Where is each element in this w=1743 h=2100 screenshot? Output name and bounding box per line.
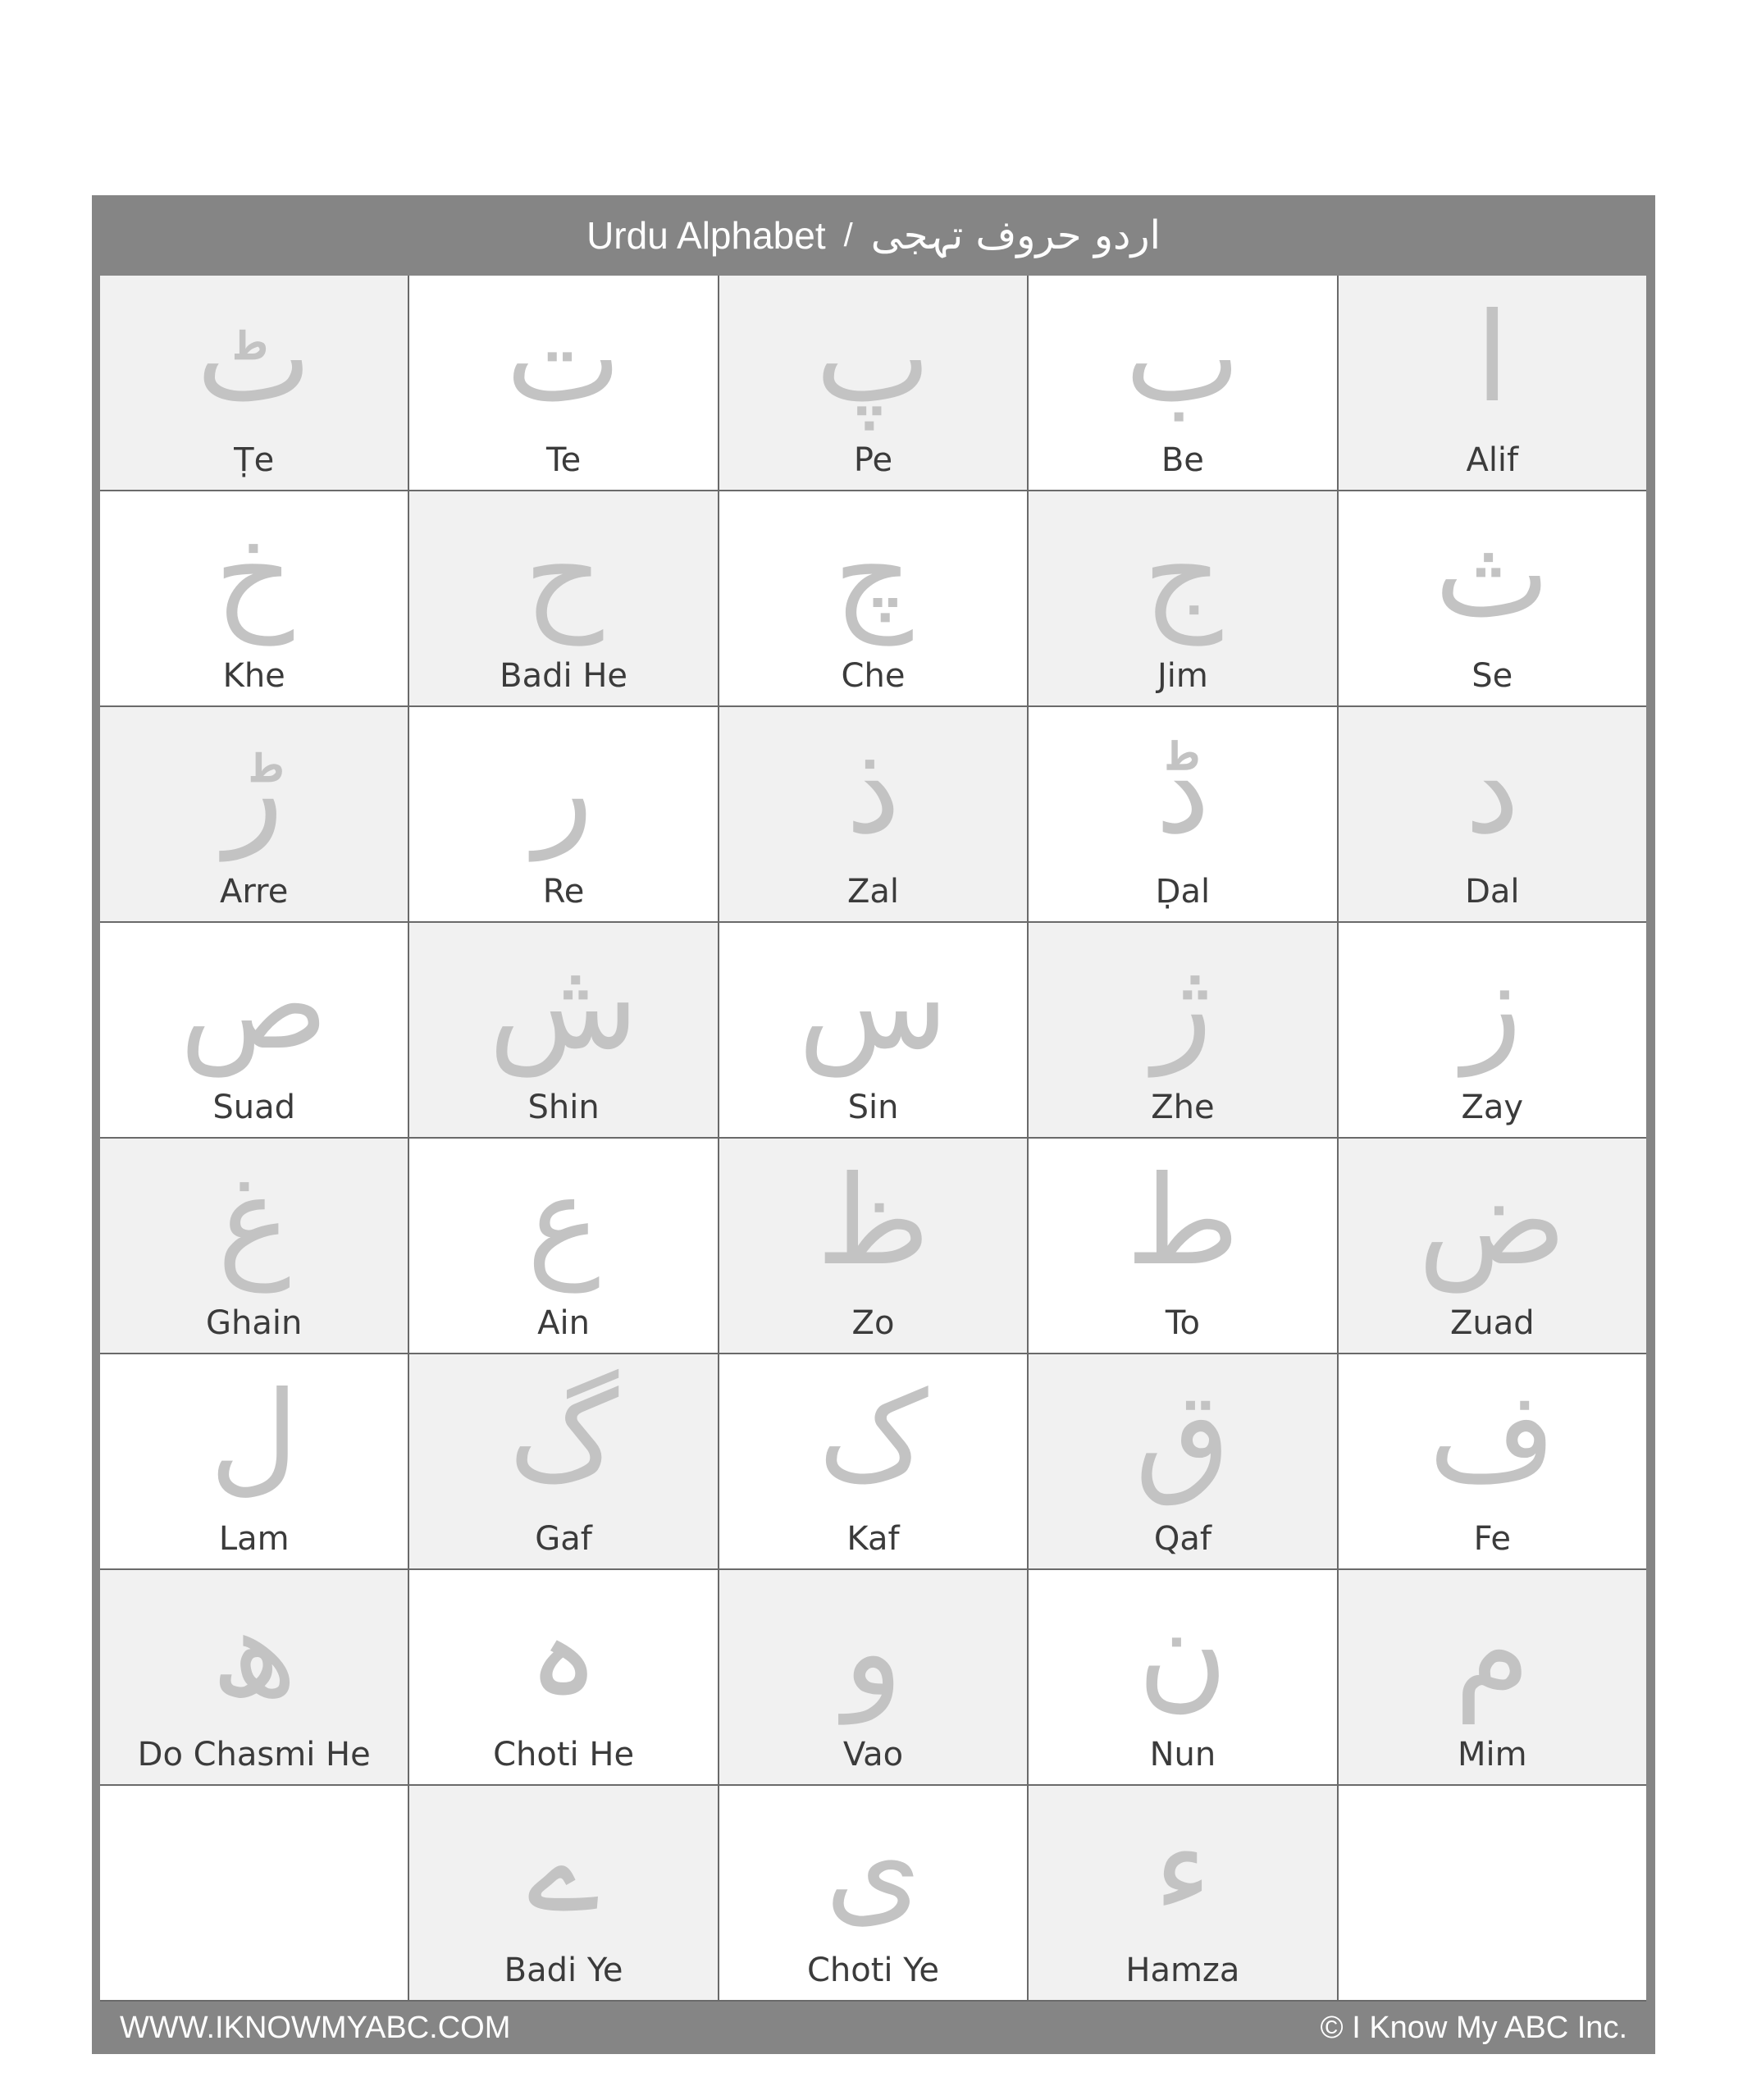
letter-cell bbox=[1029, 1354, 1336, 1568]
letter-cell bbox=[100, 707, 408, 921]
urdu-letter: ء bbox=[1153, 1797, 1212, 1940]
footer-website: WWW.IKNOWMYABC.COM bbox=[120, 2010, 511, 2045]
footer-bar bbox=[92, 2002, 1655, 2054]
letter-cell bbox=[1339, 1786, 1646, 2000]
urdu-letter: ظ bbox=[816, 1150, 930, 1293]
letter-name: Qaf bbox=[1153, 1520, 1211, 1558]
urdu-letter: ض bbox=[1417, 1150, 1567, 1293]
urdu-letter: ہ bbox=[527, 1582, 600, 1724]
urdu-letter: ژ bbox=[1152, 934, 1213, 1077]
urdu-letter: پ bbox=[814, 287, 932, 430]
urdu-letter: ف bbox=[1428, 1366, 1557, 1509]
letter-cell bbox=[1339, 276, 1646, 490]
urdu-letter: ز bbox=[1462, 934, 1522, 1077]
letter-name: Zal bbox=[846, 873, 899, 911]
letter-name: Vao bbox=[842, 1736, 904, 1774]
title-urdu: اردو حروف تہجی bbox=[870, 212, 1161, 258]
letter-cell bbox=[719, 1786, 1027, 2000]
urdu-letter bbox=[1339, 1796, 1646, 1942]
letter-name: Gaf bbox=[535, 1520, 592, 1558]
letter-name: Zo bbox=[851, 1304, 895, 1342]
letter-name: Ghain bbox=[206, 1304, 303, 1342]
letter-cell bbox=[1339, 1354, 1646, 1568]
letter-name: Choti He bbox=[493, 1736, 635, 1774]
letter-cell bbox=[409, 276, 717, 490]
letter-cell bbox=[100, 276, 408, 490]
letter-name: Lam bbox=[218, 1520, 290, 1558]
urdu-letter: ھ bbox=[211, 1582, 298, 1724]
urdu-letter: ک bbox=[818, 1366, 929, 1509]
letter-name: Re bbox=[542, 873, 585, 911]
letter-cell bbox=[1029, 276, 1336, 490]
urdu-letter: غ bbox=[217, 1150, 291, 1293]
letter-name: Do Chasmi He bbox=[137, 1736, 371, 1774]
letter-name: Suad bbox=[212, 1089, 296, 1126]
letter-name: Pe bbox=[853, 441, 893, 479]
urdu-letter: د bbox=[1464, 719, 1520, 861]
urdu-letter: ش bbox=[488, 934, 639, 1077]
letter-cell bbox=[719, 1570, 1027, 1784]
urdu-letter: ا bbox=[1475, 287, 1510, 430]
urdu-letter: گ bbox=[508, 1366, 619, 1509]
letter-cell bbox=[409, 923, 717, 1137]
letter-cell bbox=[409, 1786, 717, 2000]
urdu-letter: ط bbox=[1125, 1150, 1240, 1293]
letter-name: Se bbox=[1472, 657, 1513, 695]
letter-cell bbox=[719, 923, 1027, 1137]
title-bar bbox=[92, 195, 1655, 276]
alphabet-chart bbox=[92, 195, 1655, 2054]
letter-cell bbox=[719, 1354, 1027, 1568]
urdu-letter: ق bbox=[1134, 1366, 1231, 1509]
urdu-letter: ت bbox=[505, 287, 622, 430]
letter-name: Ḍal bbox=[1155, 873, 1211, 911]
urdu-letter: م bbox=[1453, 1582, 1531, 1724]
letter-cell bbox=[100, 923, 408, 1137]
letter-name: Ṭe bbox=[234, 441, 275, 479]
letter-name: Te bbox=[545, 441, 582, 479]
letter-cell bbox=[1029, 491, 1336, 705]
letter-name: Choti Ye bbox=[806, 1952, 939, 1989]
letter-name: Shin bbox=[527, 1089, 600, 1126]
letter-name: Zuad bbox=[1449, 1304, 1535, 1342]
urdu-letter bbox=[100, 1796, 408, 1942]
urdu-letter: ث bbox=[1434, 503, 1550, 646]
letter-name: Ain bbox=[537, 1304, 590, 1342]
letter-name: Badi He bbox=[500, 657, 628, 695]
urdu-letter: ل bbox=[209, 1366, 299, 1509]
letter-name: Arre bbox=[220, 873, 289, 911]
letter-name: Be bbox=[1161, 441, 1204, 479]
urdu-letter: ے bbox=[527, 1797, 600, 1940]
letter-cell bbox=[409, 491, 717, 705]
letter-cell bbox=[719, 707, 1027, 921]
letter-cell bbox=[1029, 923, 1336, 1137]
letter-cell bbox=[409, 1570, 717, 1784]
title-separator: / bbox=[843, 217, 853, 253]
urdu-letter: چ bbox=[833, 503, 913, 646]
letter-cell bbox=[1029, 1786, 1336, 2000]
urdu-letter: ی bbox=[824, 1797, 922, 1940]
letter-cell bbox=[1339, 1139, 1646, 1353]
letter-grid bbox=[100, 276, 1646, 2002]
letter-name: Jim bbox=[1157, 657, 1208, 695]
urdu-letter: ذ bbox=[846, 719, 901, 861]
urdu-letter: و bbox=[843, 1582, 903, 1724]
urdu-letter: ن bbox=[1137, 1582, 1228, 1724]
urdu-letter: ٹ bbox=[196, 287, 313, 430]
letter-name: Badi Ye bbox=[504, 1952, 623, 1989]
urdu-letter: خ bbox=[214, 503, 294, 646]
letter-cell bbox=[1339, 491, 1646, 705]
letter-cell bbox=[719, 276, 1027, 490]
letter-name: Zay bbox=[1461, 1089, 1524, 1126]
footer-copyright: © I Know My ABC Inc. bbox=[1320, 2010, 1627, 2045]
letter-cell bbox=[719, 491, 1027, 705]
letter-name: To bbox=[1165, 1304, 1200, 1342]
urdu-letter: ج bbox=[1143, 503, 1223, 646]
urdu-letter: ص bbox=[180, 934, 329, 1077]
urdu-letter: ڑ bbox=[224, 719, 284, 861]
letter-cell bbox=[409, 1139, 717, 1353]
urdu-letter: ڈ bbox=[1155, 719, 1211, 861]
letter-name: Hamza bbox=[1125, 1952, 1240, 1989]
letter-name: Nun bbox=[1149, 1736, 1216, 1774]
letter-cell bbox=[1029, 707, 1336, 921]
urdu-letter: ر bbox=[533, 719, 594, 861]
letter-name: Mim bbox=[1457, 1736, 1527, 1774]
letter-cell bbox=[1339, 1570, 1646, 1784]
letter-cell bbox=[409, 707, 717, 921]
letter-cell bbox=[1339, 923, 1646, 1137]
letter-cell bbox=[100, 1786, 408, 2000]
letter-name: Alif bbox=[1466, 441, 1519, 479]
letter-name: Dal bbox=[1465, 873, 1520, 911]
letter-cell bbox=[100, 1570, 408, 1784]
letter-cell bbox=[1339, 707, 1646, 921]
letter-cell bbox=[719, 1139, 1027, 1353]
letter-cell bbox=[100, 491, 408, 705]
letter-name: Khe bbox=[222, 657, 285, 695]
letter-name: Kaf bbox=[846, 1520, 900, 1558]
title-english: Urdu Alphabet bbox=[586, 214, 826, 257]
letter-cell bbox=[100, 1139, 408, 1353]
letter-name: Fe bbox=[1473, 1520, 1511, 1558]
urdu-letter: ب bbox=[1125, 287, 1241, 430]
letter-cell bbox=[100, 1354, 408, 1568]
letter-name: Zhe bbox=[1151, 1089, 1215, 1126]
letter-cell bbox=[1029, 1570, 1336, 1784]
urdu-letter: ع bbox=[527, 1150, 600, 1293]
urdu-letter: س bbox=[797, 934, 949, 1077]
urdu-letter: ح bbox=[523, 503, 604, 646]
letter-cell bbox=[1029, 1139, 1336, 1353]
letter-name: Che bbox=[841, 657, 906, 695]
letter-name: Sin bbox=[847, 1089, 899, 1126]
letter-cell bbox=[409, 1354, 717, 1568]
